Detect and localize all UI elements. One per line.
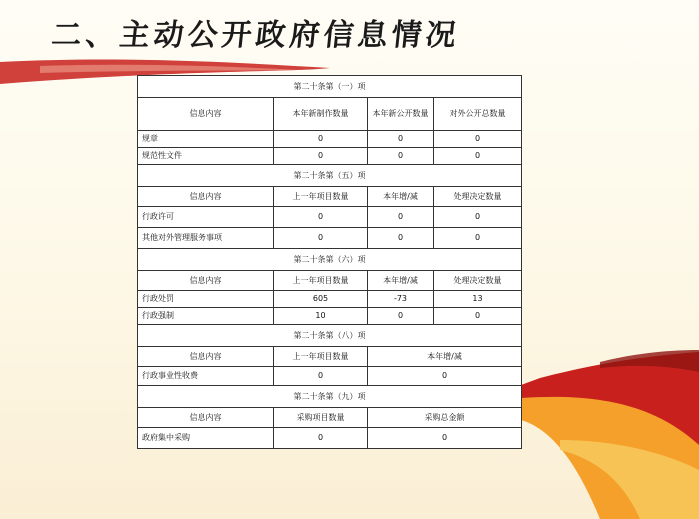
cell-value: 0: [274, 131, 368, 148]
column-header: 本年增/减: [368, 271, 434, 291]
cell-value: 0: [368, 308, 434, 325]
column-header: 信息内容: [138, 347, 274, 367]
column-header: 信息内容: [138, 187, 274, 207]
section-heading-row: [138, 165, 522, 187]
section-heading: 第二十条第（六）项: [138, 249, 522, 271]
section-heading: 第二十条第（九）项: [138, 386, 522, 408]
cell-value: 605: [274, 291, 368, 308]
header-row: [138, 187, 522, 207]
cell-value: 0: [274, 228, 368, 249]
section-heading: 第二十条第（八）项: [138, 325, 522, 347]
column-header: 对外公开总数量: [434, 98, 522, 131]
section-heading-row: [138, 76, 522, 98]
cell-value: 0: [368, 131, 434, 148]
cell-value: 0: [274, 207, 368, 228]
header-row: [138, 271, 522, 291]
section-heading: 第二十条第（一）项: [138, 76, 522, 98]
column-header: 本年增/减: [368, 187, 434, 207]
cell-value: 0: [434, 148, 522, 165]
cell-value: 0: [434, 228, 522, 249]
column-header: 信息内容: [138, 408, 274, 428]
column-header: 信息内容: [138, 98, 274, 131]
row-label: 其他对外管理服务事项: [138, 228, 274, 249]
column-header: 上一年项目数量: [274, 347, 368, 367]
column-header: 信息内容: [138, 271, 274, 291]
table-row: [138, 308, 522, 325]
row-label: 规范性文件: [138, 148, 274, 165]
cell-value: 0: [368, 228, 434, 249]
column-header: 本年新制作数量: [274, 98, 368, 131]
row-label: 政府集中采购: [138, 428, 274, 449]
cell-value: -73: [368, 291, 434, 308]
header-row: [138, 98, 522, 131]
cell-value: 0: [368, 367, 522, 386]
cell-value: 10: [274, 308, 368, 325]
table-row: [138, 367, 522, 386]
cell-value: 0: [368, 428, 522, 449]
cell-value: 0: [274, 367, 368, 386]
table-row: [138, 131, 522, 148]
cell-value: 0: [434, 207, 522, 228]
row-label: 行政处罚: [138, 291, 274, 308]
section-heading-row: [138, 325, 522, 347]
section-heading-row: [138, 249, 522, 271]
cell-value: 0: [434, 131, 522, 148]
section-heading-row: [138, 386, 522, 408]
row-label: 行政事业性收费: [138, 367, 274, 386]
cell-value: 13: [434, 291, 522, 308]
cell-value: 0: [368, 207, 434, 228]
row-label: 规章: [138, 131, 274, 148]
table-row: [138, 148, 522, 165]
column-header: 上一年项目数量: [274, 271, 368, 291]
cell-value: 0: [368, 148, 434, 165]
section-heading: 第二十条第（五）项: [138, 165, 522, 187]
header-row: [138, 408, 522, 428]
table-row: [138, 291, 522, 308]
column-header: 采购项目数量: [274, 408, 368, 428]
column-header: 采购总金额: [368, 408, 522, 428]
table-row: [138, 207, 522, 228]
column-header: 本年增/减: [368, 347, 522, 367]
column-header: 处理决定数量: [434, 187, 522, 207]
disclosure-table-container: [137, 75, 521, 449]
row-label: 行政许可: [138, 207, 274, 228]
disclosure-table: [137, 75, 522, 449]
table-row: [138, 228, 522, 249]
page-title: 二、主动公开政府信息情况: [49, 18, 462, 53]
column-header: 上一年项目数量: [274, 187, 368, 207]
row-label: 行政强制: [138, 308, 274, 325]
cell-value: 0: [274, 428, 368, 449]
cell-value: 0: [434, 308, 522, 325]
column-header: 本年新公开数量: [368, 98, 434, 131]
header-row: [138, 347, 522, 367]
column-header: 处理决定数量: [434, 271, 522, 291]
cell-value: 0: [274, 148, 368, 165]
table-row: [138, 428, 522, 449]
